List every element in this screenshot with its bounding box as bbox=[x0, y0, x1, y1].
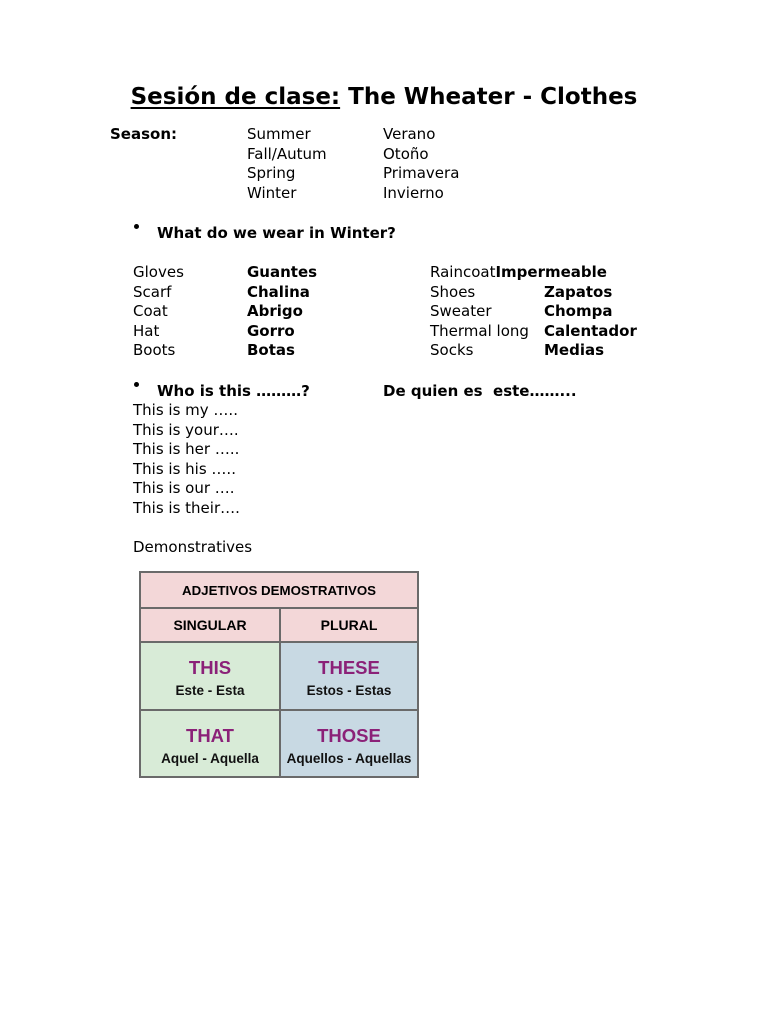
table-row bbox=[140, 642, 418, 710]
header-plural: PLURAL bbox=[280, 608, 418, 642]
clothes-vocabulary bbox=[0, 263, 768, 361]
title-lead: Sesión de clase: bbox=[130, 84, 341, 110]
clothes-spanish: Abrigo bbox=[247, 302, 303, 320]
season-row bbox=[0, 125, 768, 145]
table-row bbox=[140, 710, 418, 777]
possessive-question bbox=[0, 382, 768, 402]
header-singular: SINGULAR bbox=[140, 608, 280, 642]
possessive-line bbox=[0, 440, 768, 460]
season-spanish: Verano bbox=[383, 125, 436, 143]
clothes-row bbox=[0, 302, 768, 322]
clothes-row bbox=[0, 263, 768, 283]
clothes-spanish: Calentador bbox=[544, 321, 637, 340]
bullet-icon bbox=[134, 224, 139, 229]
clothes-english: Socks bbox=[430, 341, 474, 359]
season-english: Spring bbox=[247, 164, 296, 183]
demonstrative-translation: Aquellos - Aquellas bbox=[286, 751, 412, 766]
clothes-english: Hat bbox=[133, 321, 160, 340]
possessive-question-row bbox=[0, 382, 768, 402]
season-spanish: Otoño bbox=[383, 144, 429, 163]
title-topic: The Wheater - Clothes bbox=[348, 84, 638, 110]
season-spanish: Primavera bbox=[383, 164, 460, 183]
table-cell-singular bbox=[140, 710, 280, 777]
season-english: Winter bbox=[247, 183, 297, 202]
clothes-spanish: Guantes bbox=[247, 263, 318, 281]
clothes-english: Raincoat bbox=[430, 263, 496, 281]
season-label: Season: bbox=[110, 125, 178, 143]
possessive-line-text: This is my ….. bbox=[133, 401, 238, 419]
demonstrative-word: THESE bbox=[318, 657, 380, 678]
possessive-line bbox=[0, 499, 768, 519]
table-title-row bbox=[140, 572, 418, 608]
possessive-line-text: This is your…. bbox=[133, 420, 239, 439]
season-list bbox=[0, 125, 768, 203]
clothes-english: Sweater bbox=[430, 302, 492, 320]
clothes-english: Shoes bbox=[430, 282, 476, 301]
clothes-english: Gloves bbox=[133, 263, 184, 281]
table-cell-plural bbox=[280, 710, 418, 777]
clothes-english: Thermal long bbox=[430, 321, 529, 340]
page-title bbox=[0, 84, 768, 111]
demonstrative-translation: Aquel - Aquella bbox=[161, 751, 259, 766]
bullet-icon bbox=[134, 382, 139, 387]
possessive-line bbox=[0, 479, 768, 499]
table-header-row bbox=[140, 608, 418, 642]
season-english: Fall/Autum bbox=[247, 144, 327, 163]
demonstrative-word: THIS bbox=[188, 657, 232, 678]
possessive-line-text: This is her ….. bbox=[133, 440, 240, 459]
possessive-line bbox=[0, 460, 768, 480]
demonstratives-heading bbox=[0, 538, 768, 558]
clothes-pair-inline bbox=[430, 263, 607, 283]
clothes-spanish: Botas bbox=[247, 341, 295, 359]
clothes-spanish: Impermeable bbox=[495, 263, 607, 281]
demonstrative-translation: Este - Esta bbox=[175, 683, 245, 698]
demonstrative-word: THOSE bbox=[317, 725, 381, 746]
season-row bbox=[0, 164, 768, 184]
clothes-spanish: Zapatos bbox=[544, 282, 613, 301]
possessive-line-text: This is our …. bbox=[133, 479, 235, 498]
clothes-english: Boots bbox=[133, 341, 176, 359]
possessive-lines bbox=[0, 401, 768, 519]
demonstratives-heading-row bbox=[0, 538, 768, 558]
clothes-row bbox=[0, 341, 768, 361]
season-row bbox=[0, 145, 768, 165]
possessive-question-translation: De quien es este……... bbox=[383, 382, 577, 400]
table-title: ADJETIVOS DEMOSTRATIVOS bbox=[140, 572, 418, 608]
clothes-spanish: Gorro bbox=[247, 321, 295, 340]
season-spanish: Invierno bbox=[383, 183, 444, 202]
table-cell-singular bbox=[140, 642, 280, 710]
clothes-spanish: Chalina bbox=[247, 282, 310, 301]
table-cell-plural bbox=[280, 642, 418, 710]
clothes-question-text: What do we wear in Winter? bbox=[157, 224, 396, 242]
cell-content bbox=[281, 643, 417, 699]
cell-content bbox=[281, 711, 417, 767]
possessive-line bbox=[0, 421, 768, 441]
cell-content bbox=[141, 643, 279, 699]
clothes-spanish: Medias bbox=[544, 341, 605, 359]
possessive-line-text: This is his ….. bbox=[133, 459, 236, 478]
clothes-row bbox=[0, 322, 768, 342]
clothes-spanish: Chompa bbox=[544, 302, 613, 320]
possessive-line bbox=[0, 401, 768, 421]
possessive-line-text: This is their…. bbox=[133, 498, 240, 517]
demonstrative-translation: Estos - Estas bbox=[306, 683, 392, 698]
season-row bbox=[0, 184, 768, 204]
clothes-question-row bbox=[0, 224, 768, 244]
clothes-row bbox=[0, 283, 768, 303]
demonstrative-word: THAT bbox=[186, 725, 234, 746]
clothes-question bbox=[0, 224, 768, 244]
season-english: Summer bbox=[247, 125, 311, 143]
demonstratives-label: Demonstratives bbox=[133, 538, 253, 556]
clothes-english: Scarf bbox=[133, 282, 172, 301]
cell-content bbox=[141, 711, 279, 767]
demonstratives-table bbox=[139, 571, 419, 778]
clothes-english: Coat bbox=[133, 302, 168, 320]
possessive-question-text: Who is this ………? bbox=[157, 382, 310, 400]
